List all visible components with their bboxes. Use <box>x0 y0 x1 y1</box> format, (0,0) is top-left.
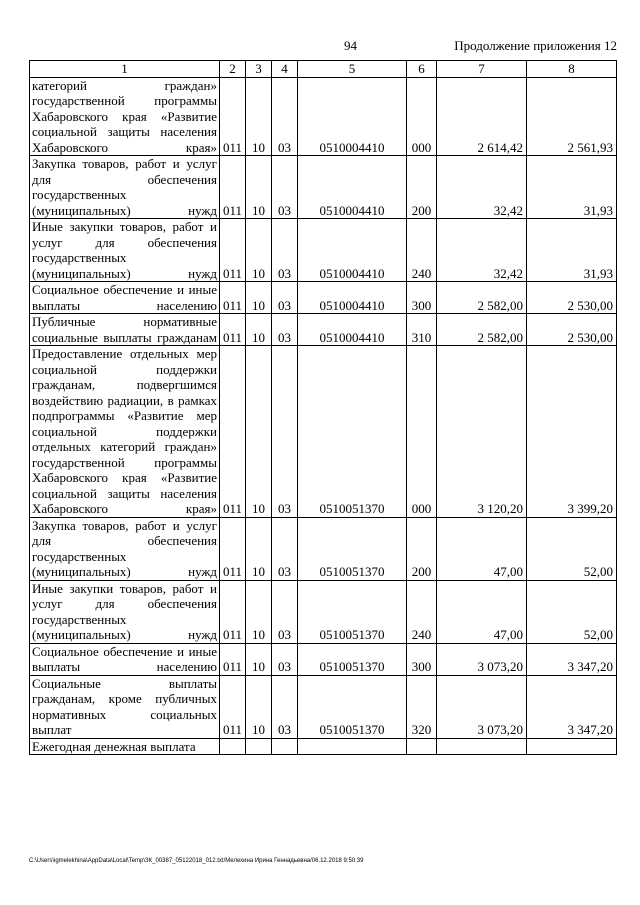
expense-type-cell: 200 <box>407 517 437 580</box>
admin-code-cell: 011 <box>220 156 246 219</box>
expense-type-cell: 000 <box>407 346 437 518</box>
row-name-cell: Ежегодная денежная выплата <box>30 738 220 755</box>
row-name-cell: Иные закупки товаров, работ и услуг для обеспечения государственных (муниципальных) нужд <box>30 219 220 282</box>
row-name-cell: Социальное обеспечение и иные выплаты населению <box>30 282 220 314</box>
column-header-1: 1 <box>30 61 220 78</box>
table-row <box>30 314 617 346</box>
section-cell: 10 <box>246 346 272 518</box>
target-article-cell: 0510051370 <box>298 580 407 643</box>
target-article-cell: 0510004410 <box>298 282 407 314</box>
subsection-cell: 03 <box>272 282 298 314</box>
table-row <box>30 346 617 518</box>
file-path-footer: C:\Users\igmelekhina\AppData\Local\Temp\ЗК_00387_05122018_012.txt/Мелехина Ирина Геннадьевна/06.12.2018 9:50:39 <box>29 858 364 864</box>
amount-2020-cell: 2 530,00 <box>527 314 617 346</box>
table-row <box>30 156 617 219</box>
amount-2020-cell: 2 530,00 <box>527 282 617 314</box>
row-name-cell: Закупка товаров, работ и услуг для обеспечения государственных (муниципальных) нужд <box>30 156 220 219</box>
section-cell: 10 <box>246 517 272 580</box>
admin-code-cell: 011 <box>220 675 246 738</box>
target-article-cell: 0510051370 <box>298 517 407 580</box>
column-header-5: 5 <box>298 61 407 78</box>
amount-2020-cell: 3 347,20 <box>527 643 617 675</box>
row-name-cell: категорий граждан» государственной программы Хабаровского края «Развитие социальной защиты населения Хабаровского края» <box>30 77 220 156</box>
amount-2019-cell <box>437 738 527 755</box>
table-row <box>30 738 617 755</box>
subsection-cell: 03 <box>272 517 298 580</box>
amount-2019-cell: 3 073,20 <box>437 643 527 675</box>
column-header-4: 4 <box>272 61 298 78</box>
subsection-cell: 03 <box>272 675 298 738</box>
admin-code-cell <box>220 738 246 755</box>
section-cell: 10 <box>246 77 272 156</box>
amount-2020-cell: 31,93 <box>527 156 617 219</box>
subsection-cell: 03 <box>272 346 298 518</box>
target-article-cell <box>298 738 407 755</box>
page-number: 94 <box>344 38 357 53</box>
target-article-cell: 0510004410 <box>298 219 407 282</box>
target-article-cell: 0510004410 <box>298 77 407 156</box>
table-row <box>30 282 617 314</box>
target-article-cell: 0510051370 <box>298 346 407 518</box>
amount-2019-cell: 2 582,00 <box>437 314 527 346</box>
expense-type-cell: 300 <box>407 282 437 314</box>
table-header-row <box>30 61 617 78</box>
expense-type-cell: 310 <box>407 314 437 346</box>
section-cell: 10 <box>246 580 272 643</box>
amount-2020-cell: 31,93 <box>527 219 617 282</box>
table-row <box>30 580 617 643</box>
section-cell: 10 <box>246 314 272 346</box>
column-header-2: 2 <box>220 61 246 78</box>
expense-type-cell: 240 <box>407 580 437 643</box>
amount-2020-cell: 2 561,93 <box>527 77 617 156</box>
column-header-7: 7 <box>437 61 527 78</box>
expense-type-cell: 000 <box>407 77 437 156</box>
row-name-cell: Социальное обеспечение и иные выплаты населению <box>30 643 220 675</box>
amount-2020-cell: 52,00 <box>527 580 617 643</box>
admin-code-cell: 011 <box>220 314 246 346</box>
table-row <box>30 517 617 580</box>
budget-table <box>29 60 617 755</box>
target-article-cell: 0510004410 <box>298 156 407 219</box>
subsection-cell: 03 <box>272 77 298 156</box>
subsection-cell: 03 <box>272 219 298 282</box>
subsection-cell <box>272 738 298 755</box>
target-article-cell: 0510051370 <box>298 675 407 738</box>
expense-type-cell <box>407 738 437 755</box>
amount-2019-cell: 47,00 <box>437 580 527 643</box>
table-row <box>30 675 617 738</box>
expense-type-cell: 240 <box>407 219 437 282</box>
amount-2019-cell: 3 073,20 <box>437 675 527 738</box>
section-cell: 10 <box>246 643 272 675</box>
row-name-cell: Социальные выплаты гражданам, кроме публичных нормативных социальных выплат <box>30 675 220 738</box>
admin-code-cell: 011 <box>220 282 246 314</box>
expense-type-cell: 200 <box>407 156 437 219</box>
amount-2019-cell: 2 582,00 <box>437 282 527 314</box>
amount-2020-cell: 3 347,20 <box>527 675 617 738</box>
row-name-cell: Публичные нормативные социальные выплаты гражданам <box>30 314 220 346</box>
target-article-cell: 0510051370 <box>298 643 407 675</box>
section-cell: 10 <box>246 219 272 282</box>
amount-2020-cell: 52,00 <box>527 517 617 580</box>
admin-code-cell: 011 <box>220 517 246 580</box>
subsection-cell: 03 <box>272 643 298 675</box>
section-cell: 10 <box>246 675 272 738</box>
column-header-3: 3 <box>246 61 272 78</box>
expense-type-cell: 300 <box>407 643 437 675</box>
subsection-cell: 03 <box>272 156 298 219</box>
row-name-cell: Закупка товаров, работ и услуг для обеспечения государственных (муниципальных) нужд <box>30 517 220 580</box>
table-row <box>30 643 617 675</box>
admin-code-cell: 011 <box>220 580 246 643</box>
target-article-cell: 0510004410 <box>298 314 407 346</box>
appendix-note: Продолжение приложения 12 <box>454 38 617 53</box>
section-cell: 10 <box>246 282 272 314</box>
amount-2019-cell: 47,00 <box>437 517 527 580</box>
subsection-cell: 03 <box>272 314 298 346</box>
table-row <box>30 77 617 156</box>
column-header-6: 6 <box>407 61 437 78</box>
admin-code-cell: 011 <box>220 346 246 518</box>
admin-code-cell: 011 <box>220 77 246 156</box>
row-name-cell: Иные закупки товаров, работ и услуг для обеспечения государственных (муниципальных) нужд <box>30 580 220 643</box>
admin-code-cell: 011 <box>220 643 246 675</box>
amount-2020-cell <box>527 738 617 755</box>
amount-2019-cell: 32,42 <box>437 219 527 282</box>
amount-2019-cell: 32,42 <box>437 156 527 219</box>
table-row <box>30 219 617 282</box>
amount-2020-cell: 3 399,20 <box>527 346 617 518</box>
subsection-cell: 03 <box>272 580 298 643</box>
amount-2019-cell: 2 614,42 <box>437 77 527 156</box>
amount-2019-cell: 3 120,20 <box>437 346 527 518</box>
admin-code-cell: 011 <box>220 219 246 282</box>
expense-type-cell: 320 <box>407 675 437 738</box>
section-cell: 10 <box>246 156 272 219</box>
section-cell <box>246 738 272 755</box>
column-header-8: 8 <box>527 61 617 78</box>
row-name-cell: Предоставление отдельных мер социальной поддержки гражданам, подвергшимся воздействию радиации, в рамках подпрограммы «Развитие мер социальной поддержки отдельных категорий граждан» государственной программы Хабаровского края «Развитие социальной защиты населения Хабаровского края» <box>30 346 220 518</box>
